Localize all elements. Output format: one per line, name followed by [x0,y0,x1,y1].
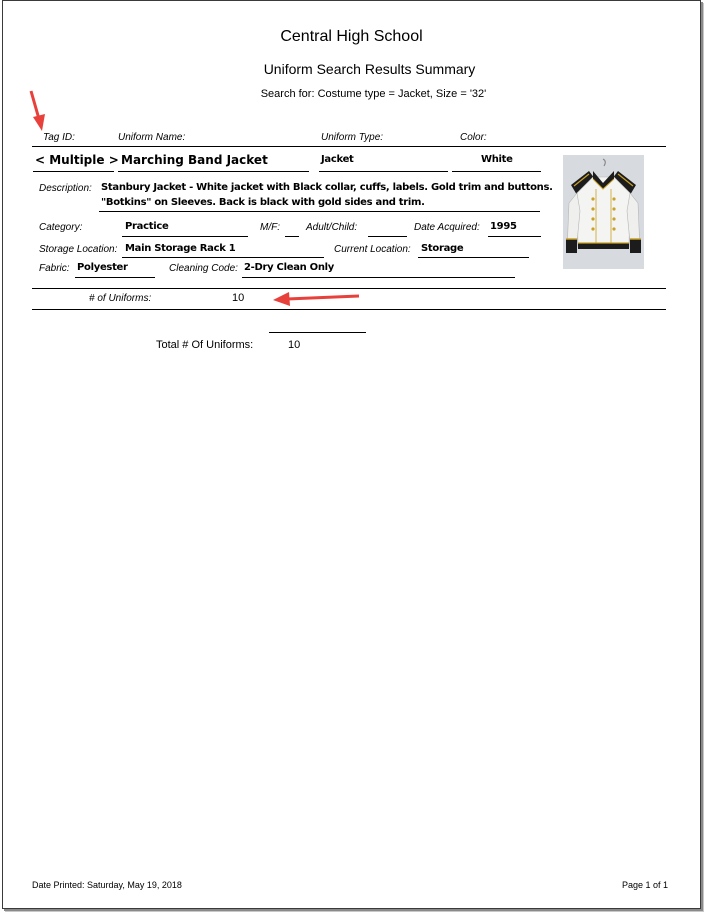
group-total-value: 10 [232,292,245,304]
group-total-rule-top [32,288,666,289]
uniform-name-value: Marching Band Jacket [121,153,268,167]
color-underline [452,171,541,172]
uniform-name-underline [118,171,309,172]
description-line-2: "Botkins" on Sleeves. Back is black with gold sides and trim. [101,197,425,208]
tag-id-underline [33,171,114,172]
color-value: White [481,154,513,165]
header-color: Color: [460,132,487,143]
cleaning-code-label: Cleaning Code: [169,263,238,274]
date-acquired-label: Date Acquired: [414,222,480,233]
red-arrow-left-icon [273,291,361,307]
adult-child-label: Adult/Child: [306,222,358,233]
storage-location-value: Main Storage Rack 1 [125,243,236,254]
grand-total-value: 10 [288,339,301,351]
adult-child-underline [368,236,407,237]
fabric-label: Fabric: [39,263,70,274]
mf-label: M/F: [260,222,280,233]
cleaning-code-value: 2-Dry Clean Only [244,262,335,273]
group-total-rule-bottom [32,309,666,310]
fabric-value: Polyester [77,262,128,273]
grand-total-rule [269,332,366,333]
tag-id-value: < Multiple > [35,153,119,167]
category-value: Practice [125,221,169,232]
header-rule [32,146,666,147]
report-title: Uniform Search Results Summary [263,61,476,77]
uniform-type-underline [319,171,448,172]
footer-date-printed: Date Printed: Saturday, May 19, 2018 [32,880,182,890]
uniform-type-value: Jacket [321,154,354,165]
current-location-value: Storage [421,243,464,254]
storage-location-label: Storage Location: [39,244,118,255]
red-arrow-down-icon [25,89,47,133]
date-acquired-value: 1995 [490,221,517,232]
report-page [2,0,701,909]
current-location-underline [418,257,529,258]
category-label: Category: [39,222,83,233]
grand-total-label: Total # Of Uniforms: [156,339,254,351]
mf-underline [285,236,299,237]
description-underline [99,211,540,212]
group-total-label: # of Uniforms: [89,293,152,304]
footer-page-number: Page 1 of 1 [622,880,669,890]
search-criteria: Search for: Costume type = Jacket, Size = '32' [260,88,487,100]
storage-location-underline [122,257,324,258]
cleaning-code-underline [242,277,515,278]
current-location-label: Current Location: [334,244,411,255]
jacket-photo [563,155,644,269]
category-underline [122,236,248,237]
school-name: Central High School [280,28,423,45]
fabric-underline [75,277,155,278]
header-tag-id: Tag ID: [43,132,75,143]
date-acquired-underline [488,236,541,237]
description-line-1: Stanbury Jacket - White jacket with Black collar, cuffs, labels. Gold trim and buttons. [101,182,553,193]
header-uniform-name: Uniform Name: [118,132,186,143]
description-label: Description: [39,183,92,194]
header-uniform-type: Uniform Type: [321,132,384,143]
